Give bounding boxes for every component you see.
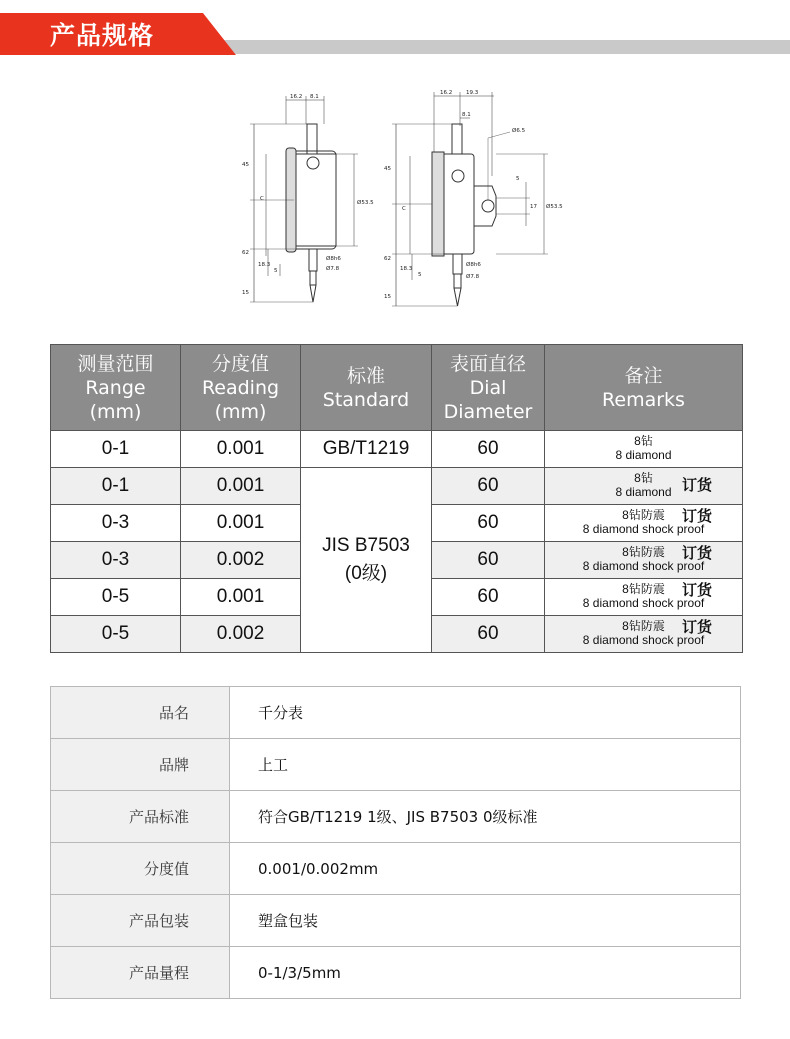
dim-label: 18.3 xyxy=(258,262,271,268)
cell-reading: 0.001 xyxy=(181,505,301,542)
table-row xyxy=(51,431,743,468)
dim-label: Ø7.8 xyxy=(326,266,340,272)
cell-dial: 60 xyxy=(432,431,545,468)
info-row xyxy=(51,843,741,895)
info-row xyxy=(51,791,741,843)
cell-standard: JIS B7503 (0级) xyxy=(301,468,432,653)
cell-dial: 60 xyxy=(432,616,545,653)
header-dial: 表面直径 Dial Diameter xyxy=(432,345,545,431)
info-row xyxy=(51,895,741,947)
order-label: 订货 xyxy=(681,582,712,599)
dim-label: Ø8h6 xyxy=(466,262,481,268)
dim-label: 15 xyxy=(384,294,391,300)
cell-dial: 60 xyxy=(432,505,545,542)
info-value: 符合GB/T1219 1级、JIS B7503 0级标准 xyxy=(230,791,741,843)
info-key: 产品包装 xyxy=(51,895,230,947)
info-value: 千分表 xyxy=(230,687,741,739)
cell-reading: 0.001 xyxy=(181,431,301,468)
dim-label: C xyxy=(402,206,406,212)
dim-label: 5 xyxy=(418,272,422,278)
dim-label: Ø53.5 xyxy=(546,204,563,210)
cell-range: 0-3 xyxy=(51,505,181,542)
cell-range: 0-5 xyxy=(51,579,181,616)
dim-label: C xyxy=(260,196,264,202)
side-view-drawing xyxy=(250,96,358,302)
cell-reading: 0.002 xyxy=(181,542,301,579)
cell-reading: 0.002 xyxy=(181,616,301,653)
dim-label: 18.3 xyxy=(400,266,413,272)
info-row xyxy=(51,947,741,999)
cell-dial: 60 xyxy=(432,579,545,616)
dim-label: 62 xyxy=(242,250,249,256)
header-range: 测量范围 Range (mm) xyxy=(51,345,181,431)
cell-standard: GB/T1219 xyxy=(301,431,432,468)
dim-label: Ø6.5 xyxy=(512,128,526,134)
info-key: 品牌 xyxy=(51,739,230,791)
info-key: 产品标准 xyxy=(51,791,230,843)
page-title: 产品规格 xyxy=(50,21,155,50)
cell-remarks: 8钻防震 8 diamond shock proof 订货 xyxy=(545,542,743,579)
dim-label: 16.2 xyxy=(290,94,303,100)
header-remarks: 备注 Remarks xyxy=(545,345,743,431)
dim-label: 45 xyxy=(384,166,391,172)
cell-dial: 60 xyxy=(432,542,545,579)
dim-label: Ø8h6 xyxy=(326,256,341,262)
product-info-table xyxy=(50,686,741,999)
dim-label: 19.3 xyxy=(466,90,479,96)
cell-range: 0-1 xyxy=(51,468,181,505)
table-row xyxy=(51,468,743,505)
info-value: 0-1/3/5mm xyxy=(230,947,741,999)
dim-label: Ø53.5 xyxy=(357,200,374,206)
cell-remarks: 8钻防震 8 diamond shock proof 订货 xyxy=(545,579,743,616)
spec-table xyxy=(50,344,743,653)
cell-remarks: 8钻防震 8 diamond shock proof 订货 xyxy=(545,616,743,653)
cell-remarks: 8钻 8 diamond 订货 xyxy=(545,468,743,505)
info-row xyxy=(51,687,741,739)
technical-drawing xyxy=(234,86,568,326)
dim-label: 5 xyxy=(516,176,520,182)
info-value: 上工 xyxy=(230,739,741,791)
dim-label: 8.1 xyxy=(310,94,319,100)
spec-table-header xyxy=(51,345,743,431)
cell-range: 0-1 xyxy=(51,431,181,468)
dim-label: 16.2 xyxy=(440,90,453,96)
cell-range: 0-3 xyxy=(51,542,181,579)
dim-label: 5 xyxy=(274,268,278,274)
info-key: 分度值 xyxy=(51,843,230,895)
cell-reading: 0.001 xyxy=(181,468,301,505)
order-label: 订货 xyxy=(681,619,712,636)
order-label: 订货 xyxy=(681,508,712,525)
dim-label: 17 xyxy=(530,204,537,210)
info-row xyxy=(51,739,741,791)
info-value: 塑盒包装 xyxy=(230,895,741,947)
header-reading: 分度值 Reading (mm) xyxy=(181,345,301,431)
cell-range: 0-5 xyxy=(51,616,181,653)
order-label: 订货 xyxy=(681,545,712,562)
dim-label: 62 xyxy=(384,256,391,262)
info-key: 产品量程 xyxy=(51,947,230,999)
dim-label: 45 xyxy=(242,162,249,168)
dim-label: 15 xyxy=(242,290,249,296)
info-key: 品名 xyxy=(51,687,230,739)
cell-remarks: 8钻 8 diamond xyxy=(545,431,743,468)
dim-label: 8.1 xyxy=(462,112,471,118)
dim-label: Ø7.8 xyxy=(466,274,480,280)
info-value: 0.001/0.002mm xyxy=(230,843,741,895)
cell-reading: 0.001 xyxy=(181,579,301,616)
cell-dial: 60 xyxy=(432,468,545,505)
header-standard: 标准 Standard xyxy=(301,345,432,431)
cell-remarks: 8钻防震 8 diamond shock proof 订货 xyxy=(545,505,743,542)
order-label: 订货 xyxy=(681,477,712,494)
